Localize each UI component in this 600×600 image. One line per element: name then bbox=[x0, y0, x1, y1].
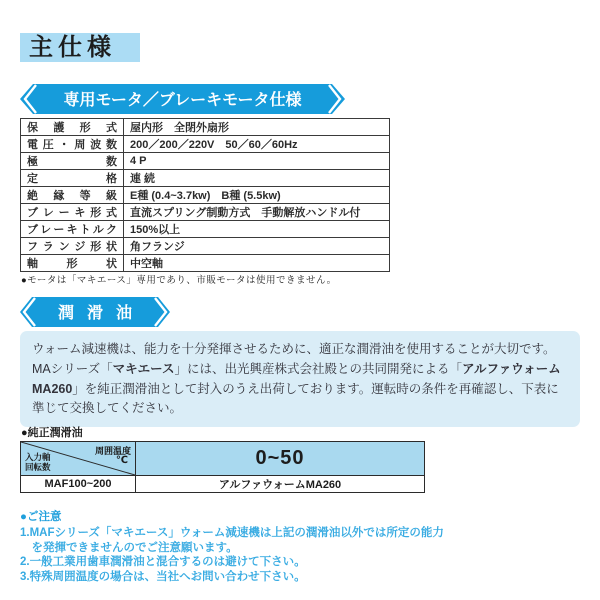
spec-label: 軸 形 状 bbox=[21, 255, 124, 272]
genuine-oil-table bbox=[20, 441, 425, 493]
temp-range-cell: 0~50 bbox=[136, 442, 425, 476]
spec-value: 4 P bbox=[124, 153, 390, 170]
text-segment: 」を純正潤滑油として封入のうえ出荷しております。運転時の条件を再確認し、下表に準じて交換してください。 bbox=[32, 381, 559, 416]
table-row bbox=[21, 238, 390, 255]
motor-spec-banner bbox=[20, 84, 345, 114]
spec-value: 屋内形 全閉外扇形 bbox=[124, 119, 390, 136]
spec-value: 200／200／220V 50／60／60Hz bbox=[124, 136, 390, 153]
caution-section bbox=[20, 510, 444, 584]
ambient-temp-label: 周囲温度 bbox=[94, 446, 131, 456]
caution-line: 2.一般工業用歯車潤滑油と混合するのは避けて下さい。 bbox=[20, 556, 306, 569]
table-row bbox=[21, 255, 390, 272]
page-title: 主仕様 bbox=[20, 33, 140, 62]
oil-banner-label: 潤滑油 bbox=[57, 305, 145, 322]
spec-value: 中空軸 bbox=[124, 255, 390, 272]
spec-label: 定 格 bbox=[21, 170, 124, 187]
spec-value: 連 続 bbox=[124, 170, 390, 187]
model-range-cell: MAF100~200 bbox=[21, 476, 136, 493]
caution-line: を発揮できませんのでご注意願います。 bbox=[20, 541, 238, 554]
spec-label: フ ラ ン ジ 形 状 bbox=[21, 238, 124, 255]
spec-label: ブ レ ー キ ト ル ク bbox=[21, 221, 124, 238]
caution-heading: ●ご注意 bbox=[20, 511, 62, 523]
table-row bbox=[21, 187, 390, 204]
table-row bbox=[21, 136, 390, 153]
motor-spec-banner-label: 専用モータ／ブレーキモータ仕様 bbox=[63, 92, 302, 109]
input-shaft-label bbox=[25, 453, 51, 473]
oil-description-line1: ウォーム減速機は、能力を十分発揮させるために、適正な潤滑油を使用することが大切です。 bbox=[32, 342, 556, 356]
text-segment: MAシリーズ「 bbox=[32, 361, 113, 376]
oil-name-cell: アルファウォームMA260 bbox=[136, 476, 425, 493]
caution-line: 1.MAFシリーズ「マキエース」ウォーム減速機は上記の潤滑油以外では所定の能力 bbox=[20, 527, 444, 540]
oil-description-line2 bbox=[32, 360, 568, 419]
motor-footnote: ●モータは「マキエース」専用であり、市販モータは使用できません。 bbox=[21, 275, 337, 286]
brand-name: マキエース bbox=[112, 361, 175, 376]
spec-label: 電 圧 ・ 周 波 数 bbox=[21, 136, 124, 153]
spec-value: 直流スプリング制動方式 手動解放ハンドル付 bbox=[124, 204, 390, 221]
spec-label: 極 数 bbox=[21, 153, 124, 170]
oil-product-name: アルファウォームMA260 bbox=[32, 361, 561, 396]
spec-value: 角フランジ bbox=[124, 238, 390, 255]
motor-spec-table bbox=[20, 118, 390, 272]
spec-label: ブ レ ー キ 形 式 bbox=[21, 204, 124, 221]
spec-value: E種 (0.4~3.7kw) B種 (5.5kw) bbox=[124, 187, 390, 204]
input-shaft-line2: 回転数 bbox=[25, 462, 51, 473]
caution-line: 3.特殊周囲温度の場合は、当社へお問い合わせ下さい。 bbox=[20, 570, 306, 583]
table-row bbox=[21, 476, 425, 493]
oil-banner bbox=[20, 297, 170, 327]
genuine-oil-heading: ●純正潤滑油 bbox=[21, 427, 83, 439]
text-segment: 」には、出光興産株式会社殿との共同開発による「 bbox=[174, 361, 463, 376]
table-row bbox=[21, 119, 390, 136]
table-row bbox=[21, 153, 390, 170]
oil-description-box bbox=[20, 331, 580, 427]
spec-value: 150%以上 bbox=[124, 221, 390, 238]
table-row bbox=[21, 170, 390, 187]
table-header-row bbox=[21, 442, 425, 476]
diagonal-header-cell bbox=[21, 442, 136, 476]
spec-label: 絶 縁 等 級 bbox=[21, 187, 124, 204]
celsius-unit: ℃ bbox=[115, 455, 128, 466]
table-row bbox=[21, 221, 390, 238]
spec-label: 保 護 形 式 bbox=[21, 119, 124, 136]
table-row bbox=[21, 204, 390, 221]
input-shaft-line1: 入力軸 bbox=[25, 452, 51, 463]
